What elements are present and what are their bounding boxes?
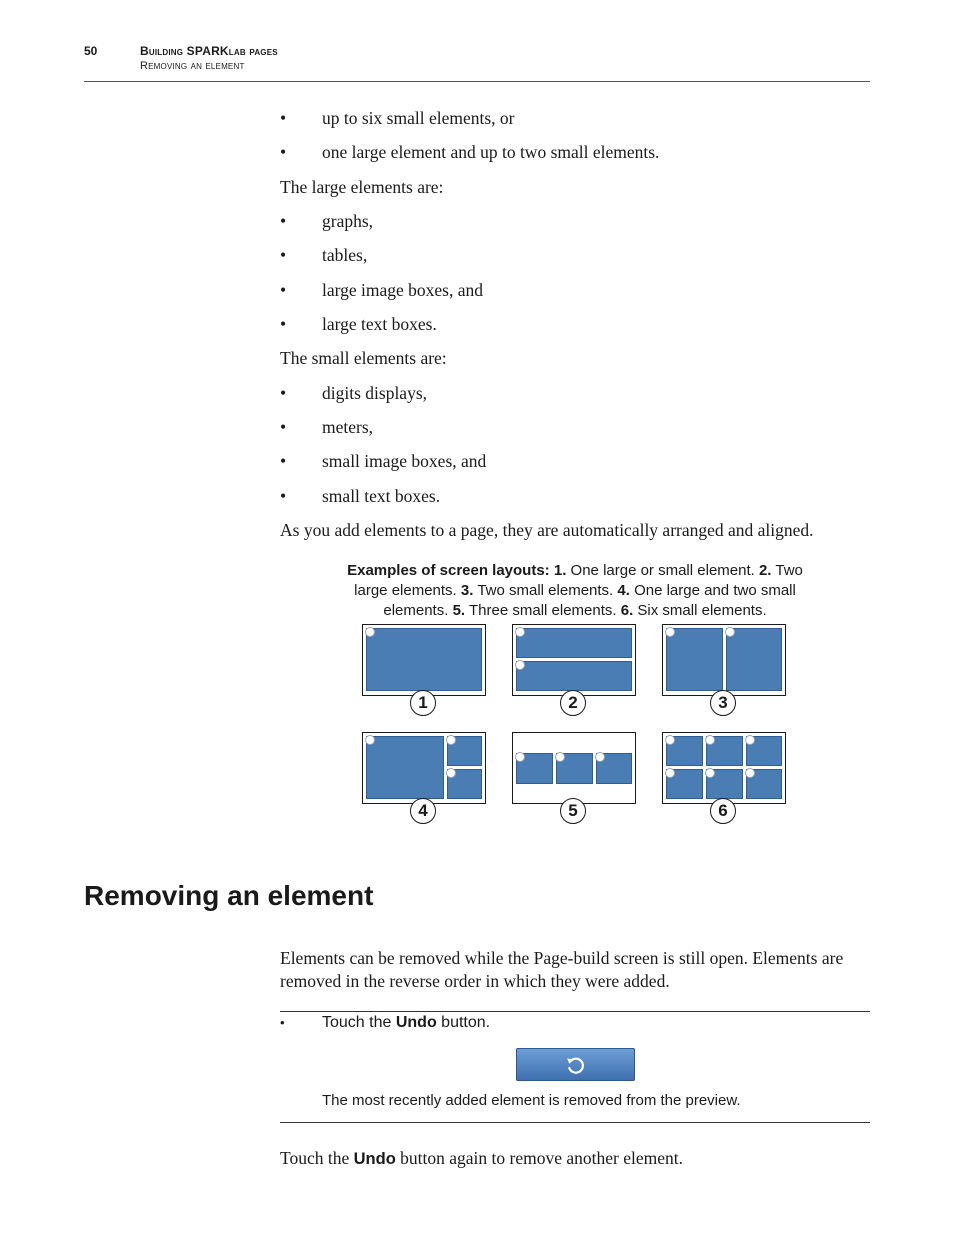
layout-number-badge: 2 [560,690,586,716]
list-item: • meters, [280,417,374,437]
header-rule [84,81,870,82]
layout-example-4 [362,732,486,804]
element-handle-icon [705,768,715,778]
layout-example-5 [512,732,636,804]
small-element-pane [666,628,723,691]
element-handle-icon [365,735,375,745]
element-handle-icon [515,627,525,637]
layout-example-1 [362,624,486,696]
layout-example-2 [512,624,636,696]
element-handle-icon [595,752,605,762]
list-item: • large text boxes. [280,314,437,334]
list-item: • small text boxes. [280,486,441,506]
layout-number-badge: 6 [710,798,736,824]
element-handle-icon [745,735,755,745]
element-handle-icon [665,735,675,745]
list-item: • digits displays, [280,383,428,403]
arranged-paragraph: As you add elements to a page, they are automatically arranged and aligned. [280,520,814,540]
layout-example-3 [662,624,786,696]
step-bottom-rule [280,1122,870,1123]
large-element-pane [516,628,632,658]
list-item: • up to six small elements, or [280,108,515,128]
running-header-section: Removing an element [140,60,245,72]
layout-number-badge: 5 [560,798,586,824]
list-item: • one large element and up to two small elements. [280,142,660,162]
list-item: • graphs, [280,211,374,231]
large-elements-intro: The large elements are: [280,177,444,197]
section-heading: Removing an element [84,880,374,911]
element-handle-icon [745,768,755,778]
element-handle-icon [515,660,525,670]
layout-number-badge: 1 [410,690,436,716]
element-handle-icon [555,752,565,762]
step-top-rule [280,1011,870,1012]
section-paragraph-line-1: Elements can be removed while the Page-build screen is still open. Elements are [280,948,844,968]
element-handle-icon [515,752,525,762]
list-item: • small image boxes, and [280,451,487,471]
layout-example-6 [662,732,786,804]
element-handle-icon [665,768,675,778]
small-elements-intro: The small elements are: [280,348,447,368]
step-instruction: • Touch the Undo button. [280,1014,491,1031]
layout-number-badge: 4 [410,798,436,824]
final-instruction: Touch the Undo button again to remove another element. [280,1148,683,1168]
list-item: • tables, [280,245,368,265]
step-result: The most recently added element is removed from the preview. [322,1092,741,1109]
large-element-pane [366,628,482,691]
element-handle-icon [365,627,375,637]
undo-icon [565,1055,586,1076]
element-handle-icon [665,627,675,637]
section-paragraph-line-2: removed in the reverse order in which they were added. [280,971,670,991]
large-element-pane [366,736,444,799]
large-element-pane [516,661,632,691]
element-handle-icon [446,768,456,778]
list-item: • large image boxes, and [280,280,484,300]
figure-caption: Examples of screen layouts: 1. One large or small element. 2. Two large elements. 3. Two small elements. 4. One large and two small elements. 5. Three small elements. 6. Six small elements. [347,562,803,619]
screen-layouts-figure [360,622,790,824]
element-handle-icon [446,735,456,745]
element-handle-icon [725,627,735,637]
undo-button[interactable] [516,1048,635,1081]
layout-number-badge: 3 [710,690,736,716]
element-handle-icon [705,735,715,745]
page-number: 50 [84,44,98,58]
running-header-chapter: Building SPARKlab pages [140,44,278,58]
small-element-pane [726,628,782,691]
